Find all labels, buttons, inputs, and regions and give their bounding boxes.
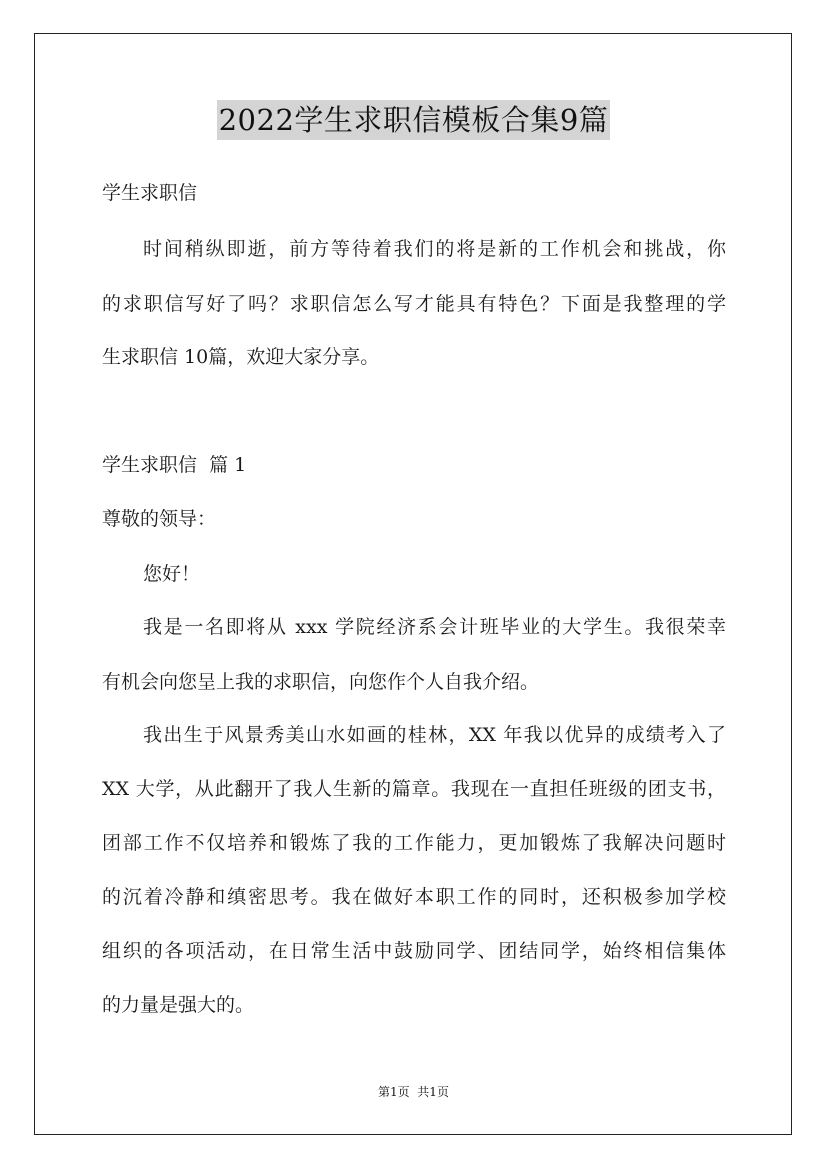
letter-heading: 学生求职信 篇 1 <box>102 454 247 476</box>
paragraph-line: 团部工作不仅培养和锻炼了我的工作能力，更加锻炼了我解决问题时 <box>102 832 726 854</box>
title-container <box>0 100 827 140</box>
paragraph-line: 组织的各项活动，在日常生活中鼓励同学、团结同学，始终相信集体 <box>102 940 726 962</box>
intro-line: 生求职信 10篇，欢迎大家分享。 <box>102 346 380 368</box>
document-title: 2022学生求职信模板合集9篇 <box>217 100 611 140</box>
intro-line: 的求职信写好了吗？求职信怎么写才能具有特色？下面是我整理的学 <box>102 293 726 315</box>
paragraph-line: XX 大学，从此翻开了我人生新的篇章。我现在一直担任班级的团支书， <box>102 778 726 800</box>
paragraph-line: 的力量是强大的。 <box>102 994 255 1016</box>
paragraph-line: 我是一名即将从 xxx 学院经济系会计班毕业的大学生。我很荣幸 <box>143 616 726 638</box>
paragraph-line: 有机会向您呈上我的求职信，向您作个人自我介绍。 <box>102 671 540 693</box>
paragraph-line: 的沉着冷静和缜密思考。我在做好本职工作的同时，还积极参加学校 <box>102 886 726 908</box>
salutation: 尊敬的领导： <box>102 508 217 530</box>
greeting: 您好！ <box>143 563 201 585</box>
intro-line: 时间稍纵即逝，前方等待着我们的将是新的工作机会和挑战，你 <box>143 238 726 260</box>
paragraph-line: 我出生于风景秀美山水如画的桂林，XX 年我以优异的成绩考入了 <box>143 724 726 746</box>
page-number: 第1页 共1页 <box>378 1085 449 1099</box>
section-heading: 学生求职信 <box>102 182 198 204</box>
